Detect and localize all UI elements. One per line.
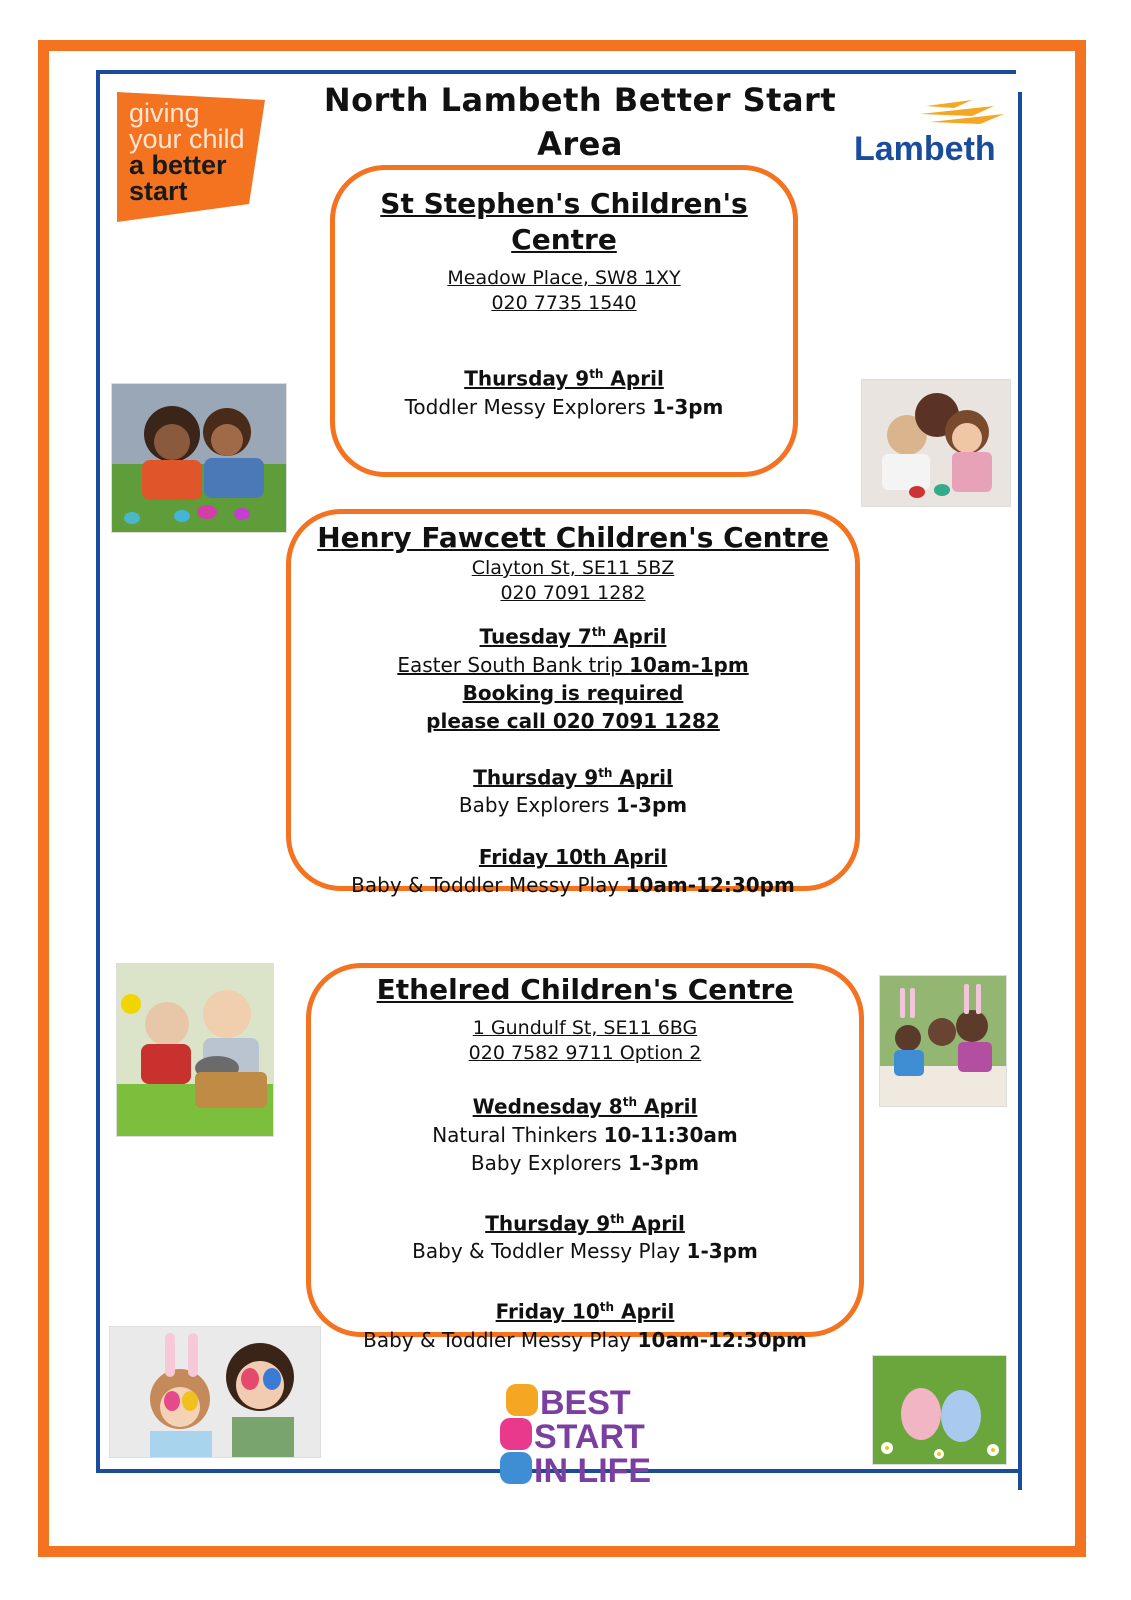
photo-children-easter-egg-hunt <box>111 383 287 533</box>
activity: Baby & Toddler Messy Play 10am-12:30pm <box>363 1327 807 1352</box>
centre-name: Ethelred Children's Centre <box>376 973 794 1006</box>
blue-line-left <box>96 70 100 1472</box>
day-heading: Wednesday 8th April <box>472 1094 698 1119</box>
centre-name: Henry Fawcett Children's Centre <box>317 521 829 554</box>
lambeth-swoosh-icon <box>920 100 1004 124</box>
activity: Baby & Toddler Messy Play 1-3pm <box>412 1239 758 1264</box>
blue-line-right <box>1018 92 1022 1490</box>
centre-phone: 020 7582 9711 Option 2 <box>468 1042 702 1064</box>
booking-phone: please call 020 7091 1282 <box>426 708 720 733</box>
photo-girls-eggs-over-eyes <box>109 1326 321 1458</box>
activity: Easter South Bank trip 10am-1pm <box>397 652 749 677</box>
blue-line-top <box>96 70 1016 74</box>
lambeth-logo <box>854 100 1004 170</box>
day-heading: Thursday 9th April <box>473 765 673 790</box>
bsil-line1: BEST <box>540 1384 631 1422</box>
day-heading: Friday 10th April <box>478 845 668 870</box>
centre-address: 1 Gundulf St, SE11 6BG <box>472 1017 698 1039</box>
activity: Baby & Toddler Messy Play 10am-12:30pm <box>351 873 795 898</box>
st-stephens-centre-box <box>330 165 798 477</box>
centre-phone: 020 7091 1282 <box>500 582 646 604</box>
page-title: North Lambeth Better Start Area <box>323 81 837 163</box>
gyc-line1: giving <box>129 98 200 128</box>
bsil-line2: START <box>534 1418 645 1456</box>
day-heading: Tuesday 7th April <box>479 624 667 649</box>
booking-note: Booking is required <box>462 680 684 705</box>
ethelred-centre-box <box>306 963 864 1352</box>
henry-fawcett-centre-box <box>286 509 860 898</box>
photo-eggs-in-grass <box>872 1355 1007 1465</box>
giving-your-child-logo <box>115 92 267 224</box>
photo-family-easter-picnic <box>879 975 1007 1107</box>
day-heading: Friday 10th April <box>495 1299 675 1324</box>
activity: Natural Thinkers 10-11:30am <box>432 1122 738 1147</box>
centre-address: Meadow Place, SW8 1XY <box>447 267 681 289</box>
centre-phone: 020 7735 1540 <box>491 292 637 314</box>
photo-boys-with-bunny <box>116 963 274 1137</box>
centre-name: St Stephen's Children's Centre <box>380 187 748 256</box>
gyc-line4: start <box>129 176 188 206</box>
day-heading: Thursday 9th April <box>464 366 664 391</box>
activity: Baby Explorers 1-3pm <box>458 793 688 818</box>
activity: Baby Explorers 1-3pm <box>470 1150 700 1175</box>
best-start-in-life-logo <box>500 1384 670 1489</box>
activity: Toddler Messy Explorers 1-3pm <box>404 394 724 419</box>
day-heading: Thursday 9th April <box>485 1211 685 1236</box>
photo-mother-children-painting-eggs <box>861 379 1011 507</box>
centre-address: Clayton St, SE11 5BZ <box>471 557 675 579</box>
gyc-line2: your child <box>129 124 245 154</box>
gyc-line3: a better <box>129 150 227 180</box>
bsil-line3: IN LIFE <box>534 1452 652 1489</box>
lambeth-logo-text: Lambeth <box>854 130 996 168</box>
